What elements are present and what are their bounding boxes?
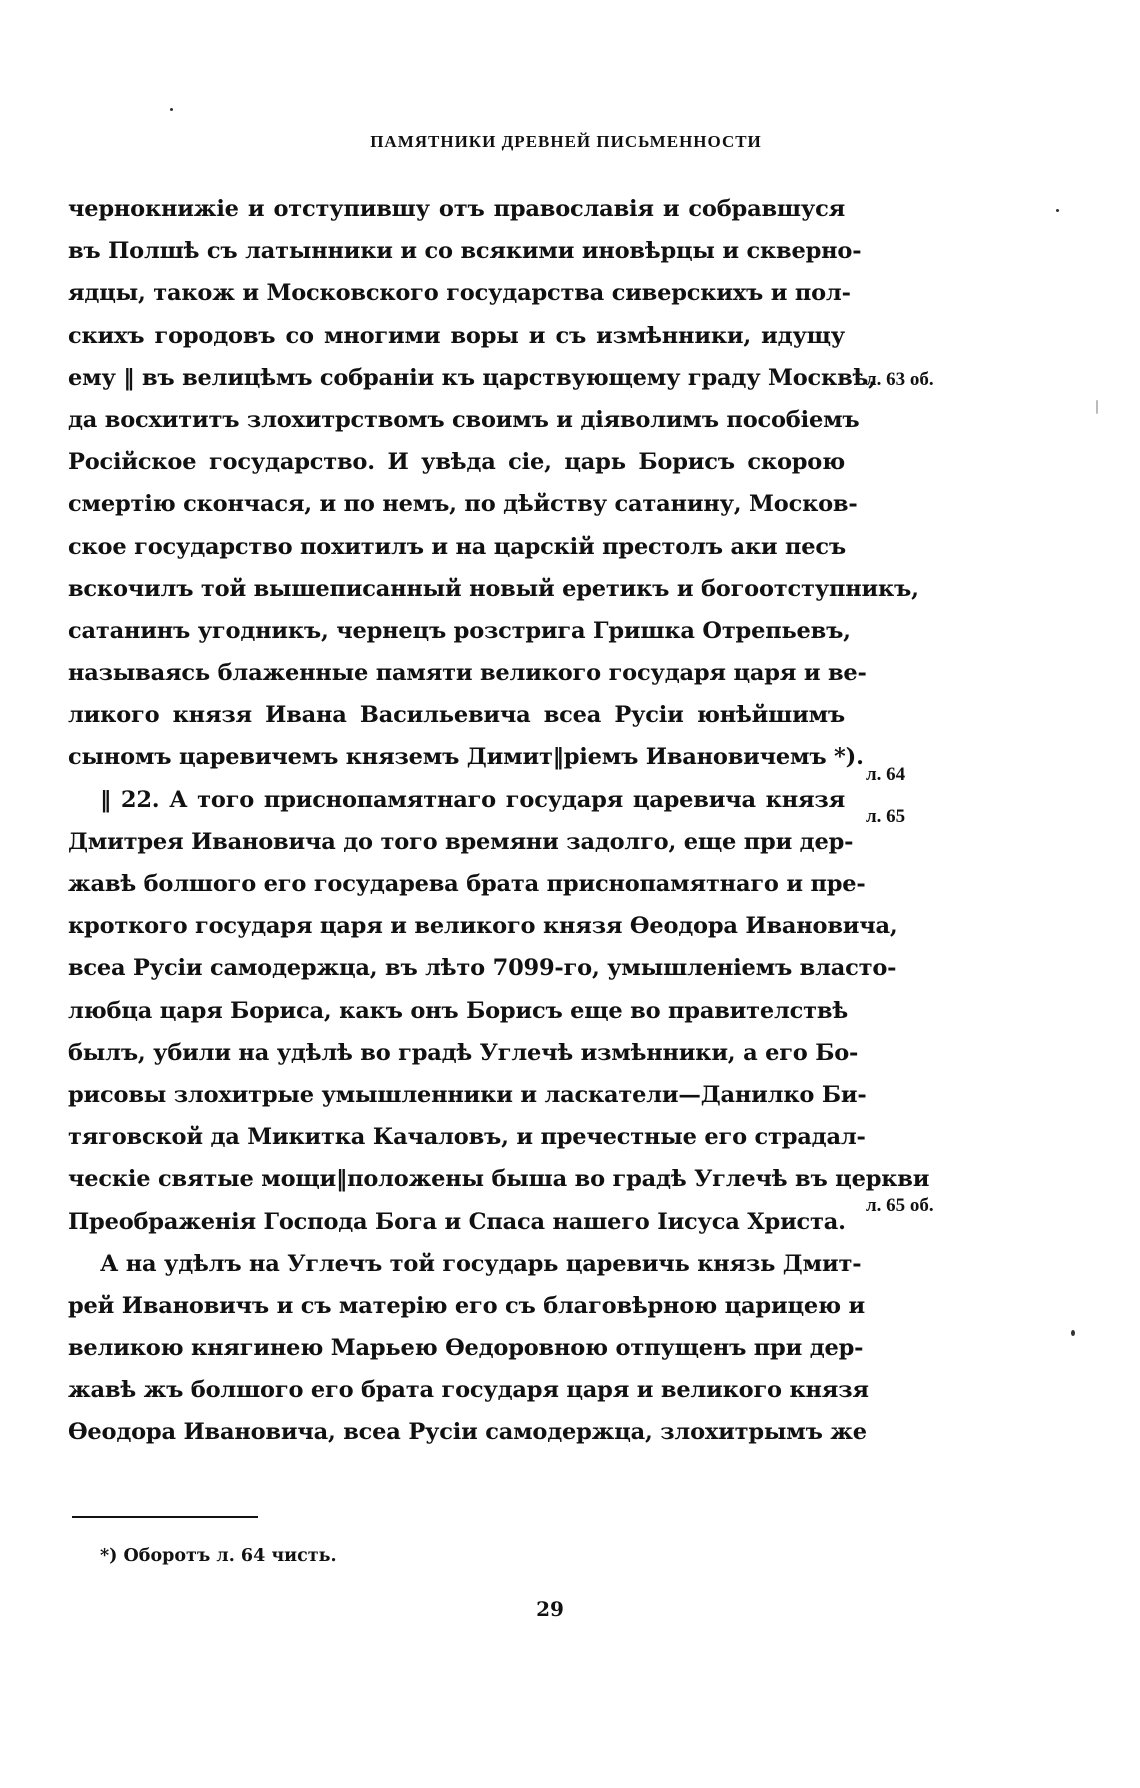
text-line: въ Полшѣ съ латынники и со всякими иновѣрцы и скверно- xyxy=(68,238,862,265)
text-line: сыномъ царевичемъ княземъ Димит‖ріемъ Ивановичемъ *). xyxy=(68,744,864,771)
page-number: 29 xyxy=(536,1597,564,1621)
text-line: кроткого государя царя и великого князя Ѳеодора Ивановича, xyxy=(68,913,898,940)
scan-speck xyxy=(1056,209,1059,212)
text-line: называясь блаженные памяти великого государя царя и ве- xyxy=(68,660,867,687)
margin-note-folio-65ob: л. 65 об. xyxy=(866,1195,934,1216)
text-line: рисовы злохитрые умышленники и ласкатели—Данилко Би- xyxy=(68,1081,867,1108)
text-line: рей Ивановичъ и съ матерію его съ благовѣрною царицею и xyxy=(68,1292,865,1319)
text-line: сатанинъ угодникъ, чернецъ розстрига Гришка Отрепьевъ, xyxy=(68,617,851,644)
text-line: былъ, убили на удѣлѣ во градѣ Углечѣ измѣнники, а его Бо- xyxy=(68,1039,859,1066)
text-line: Російское государство. И увѣда сіе, царь Борисъ скорою xyxy=(68,449,845,476)
scan-speck xyxy=(170,108,173,111)
text-line: ликого князя Ивана Васильевича всеа Русіи юнѣйшимъ xyxy=(68,702,845,729)
text-line: да восхититъ злохитрствомъ своимъ и діяволимъ пособіемъ xyxy=(68,406,860,433)
scan-mark xyxy=(1096,400,1098,414)
text-line: скихъ городовъ со многими воры и съ измѣнники, идущу xyxy=(68,322,845,349)
text-line: чернокнижіе и отступившу отъ православія и собравшуся xyxy=(68,196,845,222)
scan-speck xyxy=(1071,1330,1075,1336)
text-line: Ѳеодора Ивановича, всеа Русіи самодержца, злохитрымъ же xyxy=(68,1419,867,1446)
margin-note-folio-63ob: л. 63 об. xyxy=(866,369,934,390)
text-line: вскочилъ той вышеписанный новый еретикъ и богоотступникъ, xyxy=(68,575,919,602)
running-title: ПАМЯТНИКИ ДРЕВНЕЙ ПИСЬМЕННОСТИ xyxy=(370,132,762,151)
text-line: великою княгинею Марьею Ѳедоровною отпущенъ при дер- xyxy=(68,1335,864,1362)
text-line: смертію скончася, и по немъ, по дѣйству сатанину, Москов- xyxy=(68,491,858,518)
text-line: жавѣ жъ болшого его брата государя царя и великого князя xyxy=(68,1377,869,1404)
paragraph-start-line: ‖ 22. А того приснопамятнаго государя царевича князя xyxy=(100,786,845,813)
text-line: Преображенія Господа Бога и Спаса нашего Іисуса Христа. xyxy=(68,1208,846,1235)
margin-note-folio-64: л. 64 xyxy=(866,764,906,785)
footnote: *) Оборотъ л. 64 чисть. xyxy=(100,1546,337,1566)
margin-note-folio-65: л. 65 xyxy=(866,806,906,827)
text-line: ядцы, також и Московского государства сиверскихъ и пол- xyxy=(68,280,851,307)
text-line: Дмитрея Ивановича до того времяни задолго, еще при дер- xyxy=(68,828,854,855)
text-line: любца царя Бориса, какъ онъ Борисъ еще во правителствѣ xyxy=(68,997,848,1024)
paragraph-start-line: А на удѣлъ на Углечъ той государь царевичь князь Дмит- xyxy=(100,1250,862,1277)
text-line: ческіе святые мощи‖положены быша во градѣ Углечѣ въ церкви xyxy=(68,1166,930,1193)
text-line: всеа Русіи самодержца, въ лѣто 7099-го, умышленіемъ власто- xyxy=(68,955,897,982)
text-line: тяговской да Микитка Качаловъ, и пречестные его страдал- xyxy=(68,1124,866,1151)
footnote-divider xyxy=(72,1516,258,1518)
text-line: ское государство похитилъ и на царскій престолъ аки песъ xyxy=(68,533,846,560)
text-line: жавѣ болшого его государева брата приснопамятнаго и пре- xyxy=(68,871,866,897)
text-line: ему ‖ въ велицѣмъ собраніи къ царствующему граду Москвѣ, xyxy=(68,364,876,391)
